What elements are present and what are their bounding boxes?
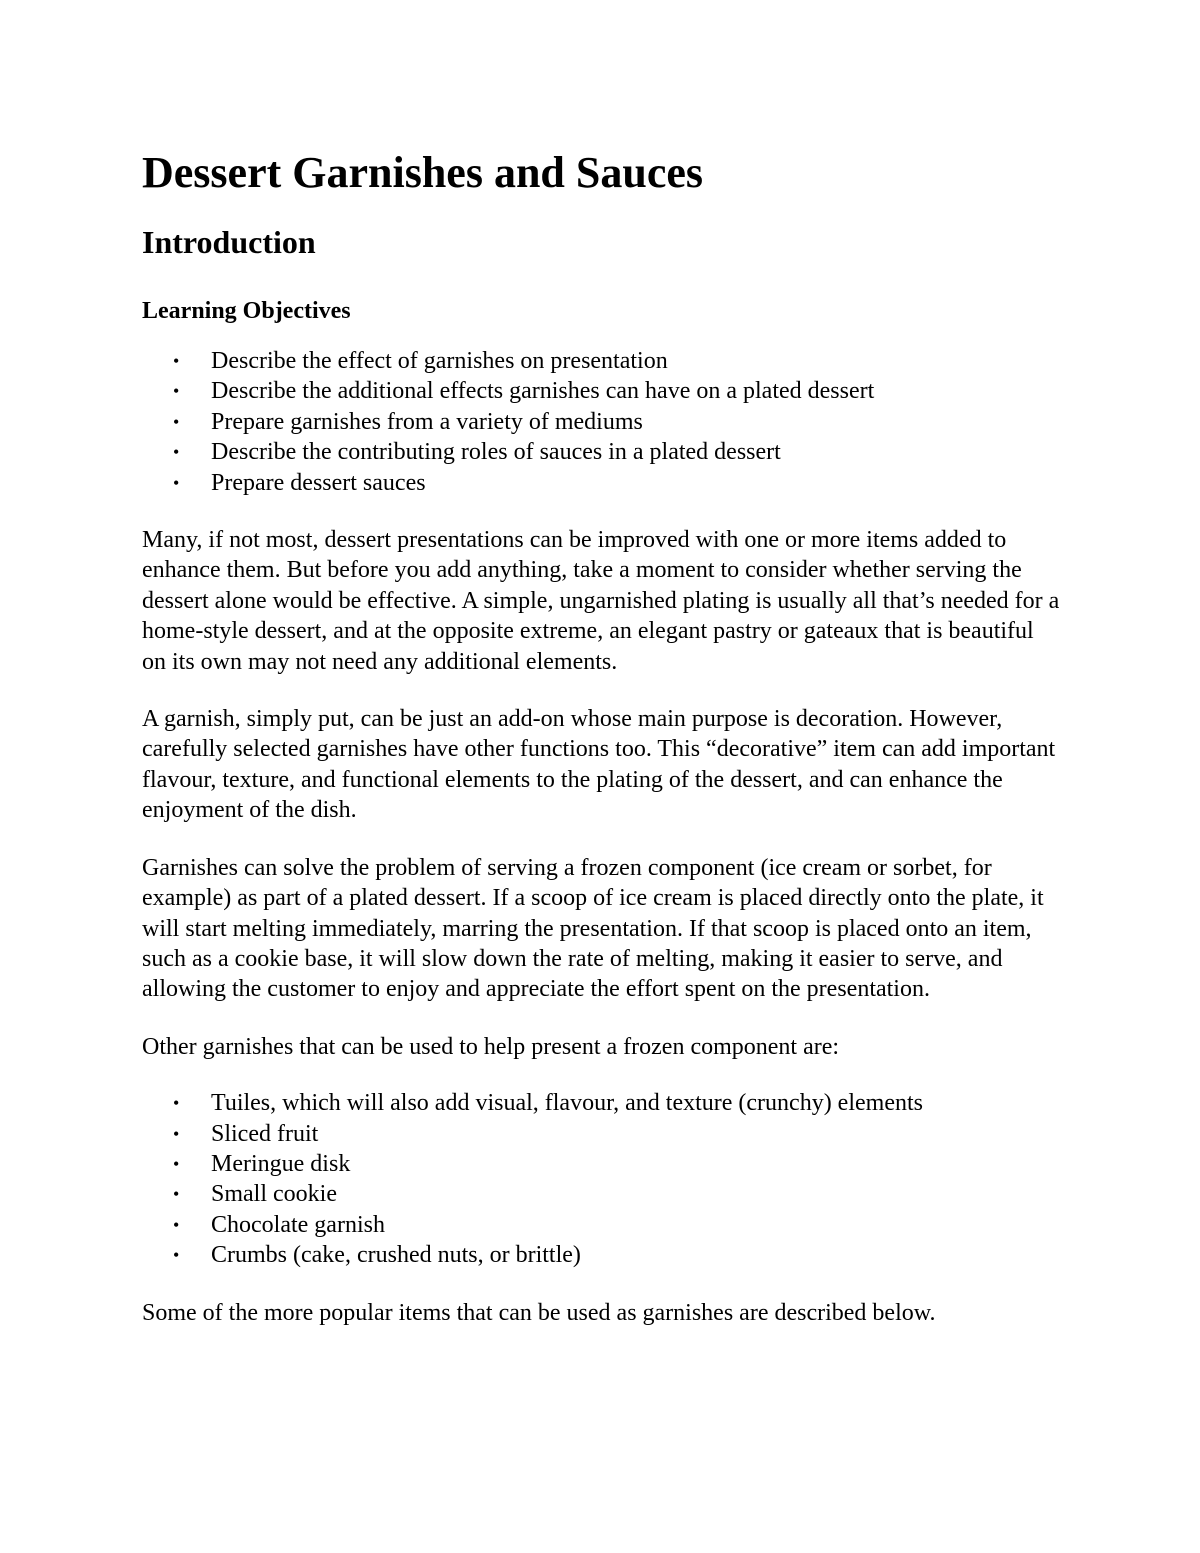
list-item: • Chocolate garnish xyxy=(211,1210,1060,1240)
list-item: • Prepare garnishes from a variety of mediums xyxy=(211,407,1060,437)
bullet-icon: • xyxy=(173,1153,180,1174)
paragraph-frozen-component: Garnishes can solve the problem of serving a frozen component (ice cream or sorbet, for example) as part of a plated dessert. If a scoop of ice cream is placed directly onto the plate, it will start melting immediately, marring the presentation. If that scoop is placed onto an item, such as a cookie base, it will slow down the rate of melting, making it easier to serve, and allowing the customer to enjoy and appreciate the effort spent on the presentation. xyxy=(142,854,1044,1003)
frozen-garnishes-list xyxy=(142,1088,1060,1270)
paragraph-closing: Some of the more popular items that can be used as garnishes are described below. xyxy=(142,1299,936,1326)
list-item: • Describe the contributing roles of sauces in a plated dessert xyxy=(211,437,1060,467)
bullet-icon: • xyxy=(173,381,180,402)
list-item: • Small cookie xyxy=(211,1179,1060,1209)
bullet-icon: • xyxy=(173,411,180,432)
bullet-icon: • xyxy=(173,1093,180,1114)
paragraph-presentation: Many, if not most, dessert presentations can be improved with one or more items added to enhance them. But before you add anything, take a moment to consider whether serving the dessert alone would be effective. A simple, ungarnished plating is usually all that’s needed for a home-style dessert, and at the opposite extreme, an elegant pastry or gateaux that is beautiful on its own may not need any additional elements. xyxy=(142,527,1060,675)
bullet-icon: • xyxy=(173,442,180,463)
list-item: • Describe the effect of garnishes on presentation xyxy=(211,346,1060,376)
bullet-icon: • xyxy=(173,1123,180,1144)
list-item: • Sliced fruit xyxy=(211,1119,1060,1149)
bullet-icon: • xyxy=(173,1214,180,1235)
objectives-heading: Learning Objectives xyxy=(142,298,351,324)
list-item: • Describe the additional effects garnishes can have on a plated dessert xyxy=(211,376,1060,406)
list-item: • Tuiles, which will also add visual, flavour, and texture (crunchy) elements xyxy=(211,1088,1060,1118)
objectives-list xyxy=(142,346,1060,498)
list-item: • Prepare dessert sauces xyxy=(211,468,1060,498)
bullet-icon: • xyxy=(173,351,180,371)
document-title: Dessert Garnishes and Sauces xyxy=(142,148,704,197)
paragraph-other-garnishes: Other garnishes that can be used to help present a frozen component are: xyxy=(142,1033,840,1060)
section-heading: Introduction xyxy=(142,224,316,260)
paragraph-garnish-definition: A garnish, simply put, can be just an add-on whose main purpose is decoration. However, carefully selected garnishes have other functions too. This “decorative” item can add important flavour, texture, and functional elements to the plating of the dessert, and can enhance the enjoyment of the dish. xyxy=(142,706,1056,824)
bullet-icon: • xyxy=(173,1184,180,1205)
bullet-icon: • xyxy=(173,1245,180,1266)
list-item: • Meringue disk xyxy=(211,1149,1060,1179)
list-item: • Crumbs (cake, crushed nuts, or brittle) xyxy=(211,1240,1060,1270)
bullet-icon: • xyxy=(173,472,180,493)
